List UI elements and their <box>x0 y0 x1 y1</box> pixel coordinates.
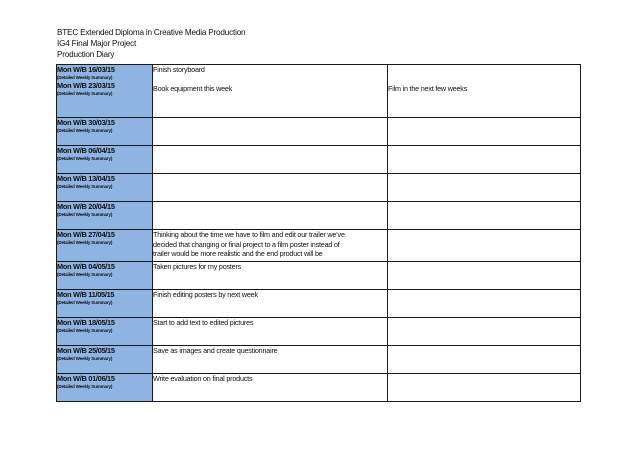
summary-label: (Detailed Weekly Summary) <box>57 300 113 305</box>
week-label: Mon W/B 27/04/15 <box>57 230 115 239</box>
week-cell <box>57 118 153 146</box>
summary-label: (Detailed Weekly Summary) <box>57 356 113 361</box>
note-cell <box>153 118 388 146</box>
week-cell <box>57 374 153 402</box>
note-cell <box>153 174 388 202</box>
note-cell <box>153 202 388 230</box>
note-text: Write evaluation on final products <box>153 374 253 383</box>
note-text: Save as images and create questionnaire <box>153 346 278 355</box>
summary-label: (Detailed Weekly Summary) <box>57 184 113 189</box>
note-cell <box>153 318 388 346</box>
note-cell <box>153 374 388 402</box>
note-cell <box>153 146 388 174</box>
table-row <box>57 230 581 262</box>
week-cell <box>57 262 153 290</box>
note-text: decided that changing or final project to a film poster instead of <box>153 239 340 249</box>
note-text: Thinking about the time we have to film and edit our trailer we’ve <box>153 230 345 239</box>
extra-cell <box>388 146 581 174</box>
extra-cell <box>388 230 581 262</box>
extra-cell <box>388 346 581 374</box>
week-label: Mon W/B 13/04/15 <box>57 174 115 183</box>
week-label: Mon W/B 20/04/15 <box>57 202 115 211</box>
table-row <box>57 202 581 230</box>
note-text: Start to add text to edited pictures <box>153 318 254 327</box>
document-header <box>57 27 245 60</box>
week-label: Mon W/B 30/03/15 <box>57 118 115 127</box>
week-cell <box>57 65 153 118</box>
week-cell <box>57 290 153 318</box>
extra-cell <box>388 174 581 202</box>
table-row <box>57 374 581 402</box>
extra-text: Film in the next few weeks <box>388 84 468 93</box>
production-diary-table <box>56 64 581 402</box>
summary-label: (Detailed Weekly Summary) <box>57 272 113 277</box>
week-cell <box>57 318 153 346</box>
course-title: BTEC Extended Diploma in Creative Media Production <box>57 28 246 37</box>
note-cell <box>153 262 388 290</box>
week-label: Mon W/B 01/06/15 <box>57 374 115 383</box>
week-cell <box>57 174 153 202</box>
table-row <box>57 174 581 202</box>
week-label: Mon W/B 23/03/15 <box>57 81 115 90</box>
table-row <box>57 65 581 118</box>
extra-cell <box>388 318 581 346</box>
week-cell <box>57 202 153 230</box>
summary-label: (Detailed Weekly Summary) <box>57 75 113 80</box>
summary-label: (Detailed Weekly Summary) <box>57 212 113 217</box>
summary-label: (Detailed Weekly Summary) <box>57 384 113 389</box>
week-cell <box>57 146 153 174</box>
extra-cell <box>388 290 581 318</box>
summary-label: (Detailed Weekly Summary) <box>57 156 113 161</box>
summary-label: (Detailed Weekly Summary) <box>57 240 113 245</box>
project-title: IG4 Final Major Project <box>57 39 137 48</box>
table-row <box>57 146 581 174</box>
note-cell <box>153 346 388 374</box>
week-label: Mon W/B 11/05/15 <box>57 290 115 299</box>
note-text: Finish editing posters by next week <box>153 290 258 299</box>
table-row <box>57 262 581 290</box>
diary-title: Production Diary <box>57 50 115 59</box>
note-cell <box>153 230 388 262</box>
table-row <box>57 290 581 318</box>
week-label: Mon W/B 06/04/15 <box>57 146 115 155</box>
week-label: Mon W/B 04/05/15 <box>57 262 115 271</box>
table-row <box>57 118 581 146</box>
extra-cell <box>388 118 581 146</box>
summary-label: (Detailed Weekly Summary) <box>57 328 113 333</box>
extra-cell <box>388 262 581 290</box>
table-row <box>57 346 581 374</box>
week-label: Mon W/B 18/05/15 <box>57 318 115 327</box>
note-text: Finish storyboard <box>153 65 205 74</box>
week-cell <box>57 346 153 374</box>
extra-cell <box>388 374 581 402</box>
week-label: Mon W/B 16/03/15 <box>57 65 115 74</box>
week-label: Mon W/B 25/05/15 <box>57 346 115 355</box>
note-text: Taken pictures for my posters <box>153 262 242 271</box>
week-cell <box>57 230 153 262</box>
summary-label: (Detailed Weekly Summary) <box>57 91 113 96</box>
note-text: trailer would be more realistic and the end product will be <box>153 249 323 258</box>
note-text: Book equipment this week <box>153 84 233 93</box>
note-cell <box>153 290 388 318</box>
note-cell <box>153 65 388 118</box>
extra-cell <box>388 202 581 230</box>
summary-label: (Detailed Weekly Summary) <box>57 128 113 133</box>
extra-cell <box>388 65 581 118</box>
table-row <box>57 318 581 346</box>
